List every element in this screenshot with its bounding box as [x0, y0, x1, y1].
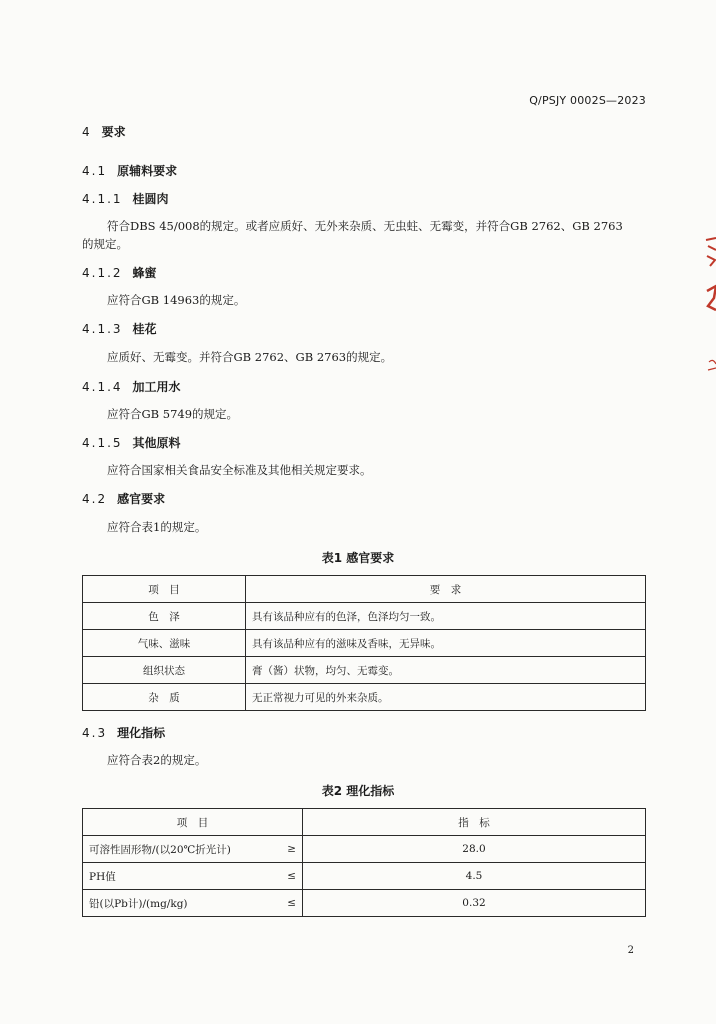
- table-row: [83, 863, 646, 890]
- text-4-1-3: 应质好、无霉变。并符合GB 2762、GB 2763的规定。: [107, 350, 393, 364]
- table-header-row: [83, 576, 646, 603]
- table2-caption: 表2 理化指标: [321, 784, 395, 798]
- table-header-cell: 要 求: [246, 576, 646, 603]
- table-row: [83, 836, 646, 863]
- table-cell-item: 组织状态: [83, 657, 246, 684]
- text-4-1-2: 应符合GB 14963的规定。: [107, 293, 246, 307]
- table-cell-requirement: 具有该品种应有的滋味及香味，无异味。: [246, 630, 646, 657]
- table-cell-item: 铅(以Pb计)/(mg/kg): [83, 890, 273, 917]
- text-4-3: 应符合表2的规定。: [107, 753, 207, 767]
- seal-stamp-fragment: [704, 236, 716, 386]
- text-4-1-1-line2: 的规定。: [82, 237, 128, 251]
- text-4-1-1-line1: 符合DBS 45/008的规定。或者应质好、无外来杂质、无虫蛀、无霉变，并符合GB 2762、GB 2763: [107, 219, 623, 233]
- table-header-cell: 项 目: [83, 809, 303, 836]
- heading-4-3: 4.3 理化指标: [82, 726, 166, 740]
- table-cell-value: 0.32: [303, 890, 646, 917]
- document-code: Q/PSJY 0002S—2023: [529, 94, 646, 107]
- table-row: [83, 630, 646, 657]
- text-4-1-4: 应符合GB 5749的规定。: [107, 407, 239, 421]
- heading-4-1-3: 4.1.3 桂花: [82, 322, 157, 336]
- heading-4-1-1: 4.1.1 桂圆肉: [82, 192, 169, 206]
- table-cell-item: 杂 质: [83, 684, 246, 711]
- table-cell-item: PH值: [83, 863, 273, 890]
- table-cell-symbol: ≤: [273, 890, 303, 917]
- table-cell-item: 气味、滋味: [83, 630, 246, 657]
- table-cell-symbol: ≤: [273, 863, 303, 890]
- table-row: [83, 657, 646, 684]
- sensory-requirements-table: [82, 575, 646, 711]
- heading-4-1-4: 4.1.4 加工用水: [82, 380, 181, 394]
- physicochemical-indicators-table: [82, 808, 646, 917]
- table1-caption: 表1 感官要求: [321, 551, 395, 565]
- table-header-cell: 指 标: [303, 809, 646, 836]
- text-4-2: 应符合表1的规定。: [107, 520, 207, 534]
- table-cell-item: 可溶性固形物/(以20℃折光计): [83, 836, 273, 863]
- table-header-cell: 项 目: [83, 576, 246, 603]
- table-row: [83, 684, 646, 711]
- heading-4-2: 4.2 感官要求: [82, 492, 166, 506]
- page-number: 2: [627, 945, 634, 956]
- table-row: [83, 603, 646, 630]
- text-4-1-5: 应符合国家相关食品安全标准及其他相关规定要求。: [107, 463, 372, 477]
- table-cell-requirement: 无正常视力可见的外来杂质。: [246, 684, 646, 711]
- table-cell-value: 4.5: [303, 863, 646, 890]
- table-cell-item: 色 泽: [83, 603, 246, 630]
- heading-4-1: 4.1 原辅料要求: [82, 164, 178, 178]
- table-row: [83, 890, 646, 917]
- table-cell-requirement: 具有该品种应有的色泽，色泽均匀一致。: [246, 603, 646, 630]
- table-cell-requirement: 膏（酱）状物，均匀、无霉变。: [246, 657, 646, 684]
- heading-4: 4 要求: [82, 125, 126, 139]
- table-cell-symbol: ≥: [273, 836, 303, 863]
- table-header-row: [83, 809, 646, 836]
- heading-4-1-5: 4.1.5 其他原料: [82, 436, 181, 450]
- heading-4-1-2: 4.1.2 蜂蜜: [82, 266, 157, 280]
- table-cell-value: 28.0: [303, 836, 646, 863]
